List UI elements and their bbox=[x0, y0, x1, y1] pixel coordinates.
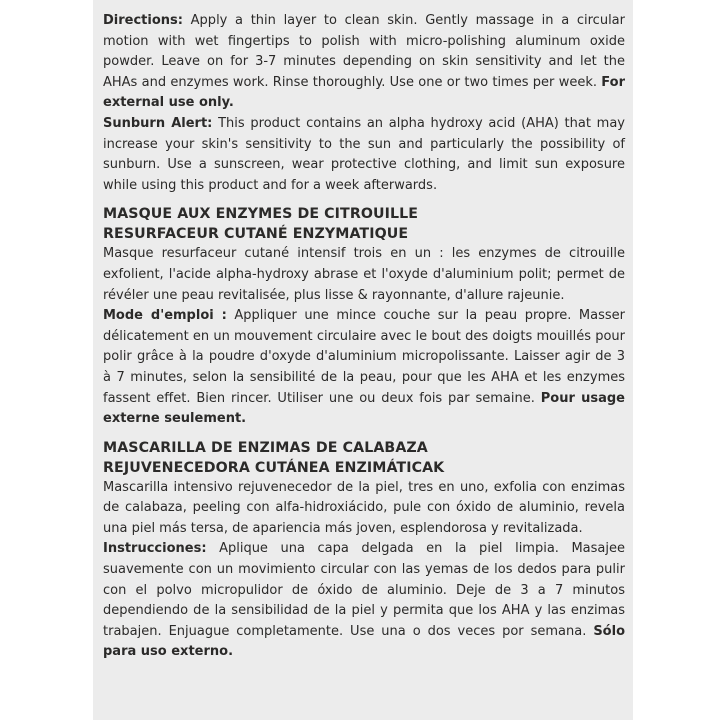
spanish-section bbox=[103, 438, 625, 663]
french-directions-text: Appliquer une mince couche sur la peau propre. Masser délicatement en un mouvement circulaire avec le bout des doigts mouillés pour polir grâce à la poudre d'oxyde d'aluminium micropolissante. Laisser agir de 3 à 7 minutes, selon la sensibilité de la peau, pour que les AHA et les enzymes fassent effet. Bien rincer. Utiliser une ou deux fois par semaine. bbox=[103, 308, 625, 406]
english-sunburn-alert bbox=[103, 114, 625, 196]
french-title-line2: RESURFACEUR CUTANÉ ENZYMATIQUE bbox=[103, 226, 409, 243]
french-section bbox=[103, 204, 625, 429]
spanish-directions-label: Instrucciones: bbox=[103, 541, 207, 557]
french-directions bbox=[103, 306, 625, 430]
spanish-directions bbox=[103, 539, 625, 663]
spanish-title-line2: REJUVENECEDORA CUTÁNEA ENZIMÁTICAK bbox=[103, 459, 445, 476]
french-external-use-note: Pour usage externe seulement. bbox=[103, 390, 625, 427]
external-use-note: For external use only. bbox=[103, 74, 625, 111]
spanish-external-use-note: Sólo para uso externo. bbox=[103, 623, 625, 660]
sunburn-label: Sunburn Alert: bbox=[103, 115, 213, 131]
sunburn-text: This product contains an alpha hydroxy acid (AHA) that may increase your skin's sensitivity to the sun and particularly the possibility of sunburn. Use a sunscreen, wear protective clothing, and limit sun exposure while using this product and for a week afterwards. bbox=[103, 115, 625, 193]
english-section bbox=[103, 11, 625, 196]
spanish-description: Mascarilla intensivo rejuvenecedor de la piel, tres en uno, exfolia con enzimas de calabaza, peeling con alfa-hidroxiácido, pule con óxido de aluminio, revela una piel más tersa, de apariencia más joven, esplendorosa y revitalizada. bbox=[103, 479, 625, 536]
spanish-title-line1: MASCARILLA DE ENZIMAS DE CALABAZA bbox=[103, 439, 428, 456]
spanish-directions-text: Aplique una capa delgada en la piel limpia. Masajee suavemente con un movimiento circular con las yemas de los dedos para pulir con el polvo micropulidor de óxido de aluminio. Deje de 3 a 7 minutos dependiendo de la sensibilidad de la piel y permita que los AHA y las enzimas trabajen. Enjuague completamente. Use una o dos veces por semana. bbox=[103, 541, 625, 639]
directions-text: Apply a thin layer to clean skin. Gently massage in a circular motion with wet fingertips to polish with micro-polishing aluminum oxide powder. Leave on for 3-7 minutes depending on skin sensitivity and let the AHAs and enzymes work. Rinse thoroughly. Use one or two times per week. bbox=[103, 13, 625, 90]
english-directions bbox=[103, 11, 625, 114]
product-label-panel bbox=[93, 0, 633, 720]
directions-label: Directions: bbox=[103, 13, 183, 28]
french-directions-label: Mode d'emploi : bbox=[103, 308, 227, 324]
spanish-heading bbox=[103, 438, 625, 478]
french-heading bbox=[103, 204, 625, 244]
french-description: Masque resurfaceur cutané intensif trois en un : les enzymes de citrouille exfolient, l'acide alpha-hydroxy abrase et l'oxyde d'aluminium polit; permet de révéler une peau revitalisée, plus lisse & rayonnante, d'allure rajeunie. bbox=[103, 246, 625, 303]
french-title-line1: MASQUE AUX ENZYMES DE CITROUILLE bbox=[103, 206, 419, 223]
